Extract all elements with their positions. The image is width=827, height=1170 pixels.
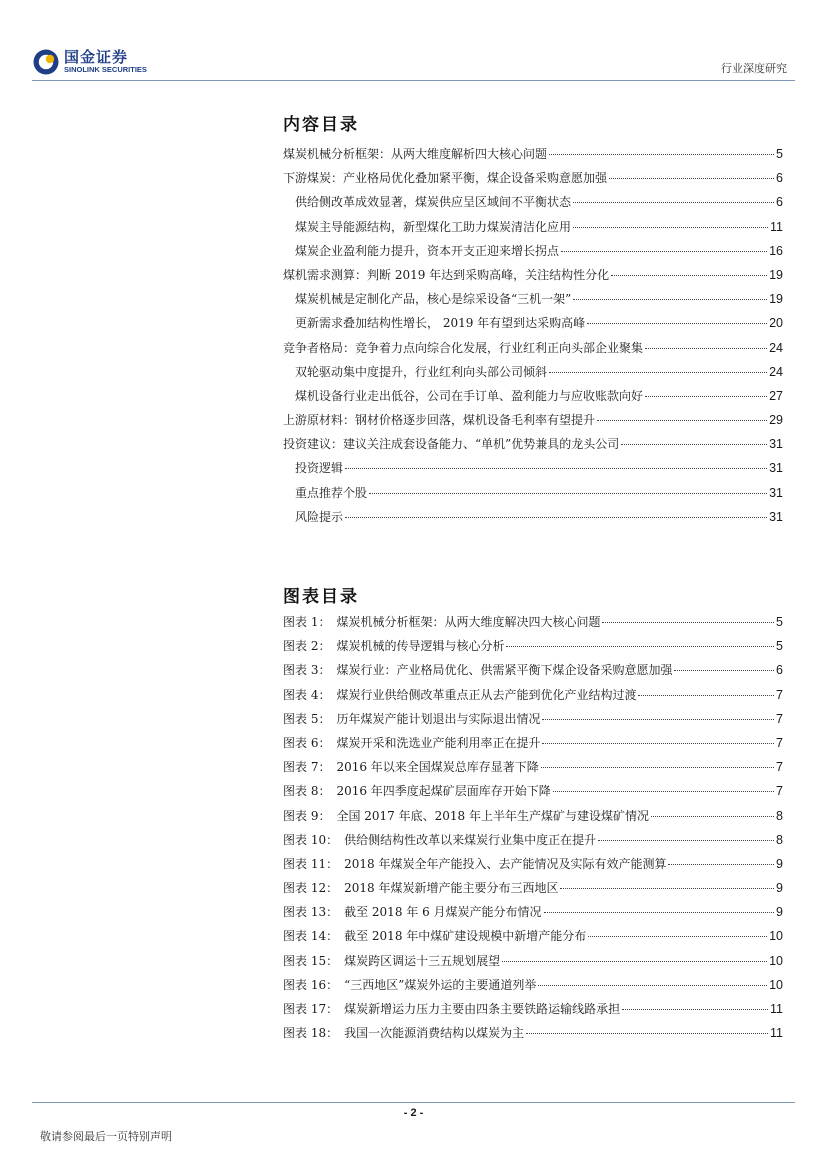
figure-entry-number: 图表 8： xyxy=(283,784,331,799)
toc-entry[interactable] xyxy=(283,287,783,311)
figure-entry-label xyxy=(283,949,500,973)
toc-entry[interactable] xyxy=(283,408,783,432)
figure-entry-label xyxy=(283,876,558,900)
figure-entry[interactable] xyxy=(283,924,783,948)
page-ref: 24 xyxy=(769,340,783,355)
page-ref: 8 xyxy=(776,808,783,823)
figure-entry[interactable] xyxy=(283,973,783,997)
toc-entry-label xyxy=(295,239,559,263)
figure-entry-title: 煤炭新增运力压力主要由四条主要铁路运输线路承担 xyxy=(344,1002,621,1016)
dot-leader xyxy=(645,348,767,349)
figure-entry-title: 煤炭机械的传导逻辑与核心分析 xyxy=(336,639,505,654)
toc-entry[interactable] xyxy=(283,239,783,263)
figure-entry-title: 2018 年煤炭新增产能主要分布三西地区 xyxy=(344,881,559,896)
toc-entry[interactable] xyxy=(283,166,783,190)
page-ref: 7 xyxy=(776,735,783,750)
toc-entry-label xyxy=(283,263,609,287)
dot-leader xyxy=(560,888,774,889)
figure-entry-number: 图表 10： xyxy=(283,832,339,847)
toc-entry-label xyxy=(295,505,343,529)
figure-entry-label xyxy=(283,707,540,731)
toc-entry[interactable] xyxy=(283,456,783,480)
dot-leader xyxy=(651,816,774,817)
page-ref: 9 xyxy=(776,881,783,896)
figure-entry[interactable] xyxy=(283,731,783,755)
figure-entry[interactable] xyxy=(283,997,783,1021)
page-ref: 5 xyxy=(776,615,783,629)
figure-entry-title: 2016 年四季度起煤矿层面库存开始下降 xyxy=(336,784,551,799)
dot-leader xyxy=(502,961,767,962)
page-ref: 6 xyxy=(776,171,783,186)
figure-entry-label xyxy=(283,804,649,828)
figure-entry-number: 图表 7： xyxy=(283,760,331,775)
page-ref: 24 xyxy=(769,364,783,379)
page-ref: 10 xyxy=(769,977,783,992)
figure-entry-number: 图表 16： xyxy=(283,977,339,992)
figure-entry-label xyxy=(283,852,666,876)
dot-leader xyxy=(587,323,767,324)
figure-entry-title: 2016 年以来全国煤炭总库存显著下降 xyxy=(336,760,539,775)
page-ref: 7 xyxy=(776,784,783,799)
dot-leader xyxy=(345,468,767,469)
toc-entry-label xyxy=(295,481,367,505)
figure-entry-label xyxy=(283,924,586,948)
figure-entry-number: 图表 5： xyxy=(283,711,331,726)
dot-leader xyxy=(538,985,767,986)
dot-leader xyxy=(369,493,767,494)
dot-leader xyxy=(541,767,774,768)
dot-leader xyxy=(645,396,767,397)
page-ref: 5 xyxy=(776,639,783,654)
toc-entry-title: 煤炭机械是定制化产品，核心是综采设备“三机一架” xyxy=(295,292,572,307)
toc-entry[interactable] xyxy=(283,311,783,335)
page-ref: 27 xyxy=(769,388,783,403)
page-ref: 29 xyxy=(769,413,783,428)
page-ref: 11 xyxy=(770,1026,783,1041)
toc-entry-label xyxy=(283,408,595,432)
figure-entry-number: 图表 17： xyxy=(283,1002,339,1016)
toc-entry-title: 上游原材料：钢材价格逐步回落，煤机设备毛利率有望提升 xyxy=(283,413,596,428)
page-ref: 5 xyxy=(776,147,783,161)
page-ref: 31 xyxy=(769,509,783,524)
page-ref: 31 xyxy=(769,461,783,476)
dot-leader xyxy=(609,178,774,179)
figure-entry-label xyxy=(283,731,540,755)
toc-entry-title: 煤炭企业盈利能力提升，资本开支正迎来增长拐点 xyxy=(295,243,560,258)
figure-entry[interactable] xyxy=(283,876,783,900)
dot-leader xyxy=(588,936,767,937)
page-ref: 19 xyxy=(769,267,783,282)
page-ref: 6 xyxy=(776,663,783,678)
page-ref: 10 xyxy=(769,929,783,944)
dot-leader xyxy=(674,670,774,671)
figure-entry[interactable] xyxy=(283,610,783,634)
figure-entry[interactable] xyxy=(283,804,783,828)
toc-entry-title: 更新需求叠加结构性增长， 2019 年有望到达采购高峰 xyxy=(295,316,586,331)
figure-entry[interactable] xyxy=(283,683,783,707)
header-divider xyxy=(32,80,795,81)
figure-entry-label xyxy=(283,900,542,924)
figure-entry[interactable] xyxy=(283,634,783,658)
figure-entry-title: 全国 2017 年底、2018 年上半年生产煤矿与建设煤矿情况 xyxy=(336,808,649,823)
report-type: 行业深度研究 xyxy=(721,62,787,75)
toc-entry-label xyxy=(283,432,619,456)
sinolink-logo-icon xyxy=(32,48,60,76)
figure-entry[interactable] xyxy=(283,949,783,973)
toc-entry-label xyxy=(295,311,585,335)
figures-title: 图表目录 xyxy=(283,587,359,607)
page-ref: 10 xyxy=(769,953,783,968)
page-ref: 6 xyxy=(776,195,783,210)
page-ref: 8 xyxy=(776,832,783,847)
figure-entry[interactable] xyxy=(283,658,783,682)
figure-entry[interactable] xyxy=(283,852,783,876)
figure-entry-title: 截至 2018 年中煤矿建设规模中新增产能分布 xyxy=(344,929,587,944)
toc-entry[interactable] xyxy=(283,432,783,456)
figure-entry-number: 图表 3： xyxy=(283,663,331,678)
figures-list xyxy=(283,610,783,1045)
dot-leader xyxy=(573,202,774,203)
figure-entry-title: 煤炭开采和洗选业产能利用率正在提升 xyxy=(336,735,541,750)
dot-leader xyxy=(549,372,767,373)
figure-entry-title: 我国一次能源消费结构以煤炭为主 xyxy=(344,1026,525,1041)
dot-leader xyxy=(506,646,774,647)
figure-entry[interactable] xyxy=(283,755,783,779)
toc-entry-label xyxy=(295,456,343,480)
toc-entry-title: 煤机设备行业走出低谷，公司在手订单、盈利能力与应收账款向好 xyxy=(295,388,644,403)
figure-entry-number: 图表 9： xyxy=(283,808,331,823)
page-ref: 9 xyxy=(776,905,783,920)
toc-entry-label xyxy=(295,360,547,384)
figure-entry-number: 图表 13： xyxy=(283,905,339,920)
footer-divider xyxy=(32,1102,795,1103)
logo-chinese-name: 国金证券 xyxy=(64,48,129,66)
page-ref: 11 xyxy=(770,219,783,234)
figure-entry-number: 图表 11： xyxy=(283,856,339,871)
contents-title: 内容目录 xyxy=(283,115,359,135)
dot-leader xyxy=(542,719,774,720)
figure-entry-number: 图表 4： xyxy=(283,687,331,702)
toc-entry-title: 煤炭主导能源结构，新型煤化工助力煤炭清洁化应用 xyxy=(295,219,572,234)
page-ref: 31 xyxy=(769,437,783,452)
toc-entry-title: 下游煤炭：产业格局优化叠加紧平衡，煤企设备采购意愿加强 xyxy=(283,171,608,186)
toc-entry-title: 煤机需求测算：判断 2019 年达到采购高峰，关注结构性分化 xyxy=(283,267,610,282)
toc-entry[interactable] xyxy=(283,481,783,505)
figure-entry-title: 历年煤炭产能计划退出与实际退出情况 xyxy=(336,711,541,726)
figure-entry-label xyxy=(283,658,672,682)
figure-entry-number: 图表 6： xyxy=(283,735,331,750)
dot-leader xyxy=(621,444,767,445)
figure-entry-number: 图表 12： xyxy=(283,881,339,896)
figure-entry[interactable] xyxy=(283,779,783,803)
figure-entry-label xyxy=(283,779,551,803)
toc-entry-label xyxy=(283,142,547,166)
toc-entry[interactable] xyxy=(283,263,783,287)
toc-entry-title: 双轮驱动集中度提升，行业红利向头部公司倾斜 xyxy=(295,364,548,379)
page-ref: 11 xyxy=(770,1002,783,1016)
toc-entry-label xyxy=(295,190,571,214)
toc-entry-title: 风险提示 xyxy=(295,509,344,524)
figure-entry[interactable] xyxy=(283,707,783,731)
toc-entry[interactable] xyxy=(283,505,783,529)
toc-entry-title: 竞争者格局：竞争着力点向综合化发展，行业红利正向头部企业聚集 xyxy=(283,340,644,355)
page-ref: 16 xyxy=(769,243,783,258)
dot-leader xyxy=(638,695,774,696)
toc-entry[interactable] xyxy=(283,142,783,166)
toc-entry-title: 投资逻辑 xyxy=(295,461,344,476)
disclaimer-note: 敬请参阅最后一页特别声明 xyxy=(40,1130,172,1143)
toc-entry-title: 重点推荐个股 xyxy=(295,485,368,500)
page-ref: 20 xyxy=(769,316,783,331)
toc-entry-title: 投资建议：建议关注成套设备能力、“单机”优势兼具的龙头公司 xyxy=(283,437,620,452)
page-ref: 7 xyxy=(776,687,783,702)
toc-entry-label xyxy=(295,215,571,239)
dot-leader xyxy=(553,791,774,792)
page-ref: 31 xyxy=(769,485,783,500)
dot-leader xyxy=(573,299,767,300)
figure-entry-title: 供给侧结构性改革以来煤炭行业集中度正在提升 xyxy=(344,832,597,847)
figure-entry-title: 2018 年煤炭全年产能投入、去产能情况及实际有效产能测算 xyxy=(344,856,667,871)
figure-entry-title: 煤炭行业供给侧改革重点正从去产能到优化产业结构过渡 xyxy=(336,687,637,702)
contents-list xyxy=(283,142,783,529)
figure-entry-label xyxy=(283,610,600,634)
logo-english-name: SINOLINK SECURITIES xyxy=(64,65,147,74)
figure-entry-number: 图表 2： xyxy=(283,639,331,654)
toc-entry[interactable] xyxy=(283,336,783,360)
page-number: - 2 - xyxy=(403,1107,424,1119)
figure-entry-title: 截至 2018 年 6 月煤炭产能分布情况 xyxy=(344,905,542,920)
toc-entry-label xyxy=(283,336,643,360)
dot-leader xyxy=(573,227,768,228)
figure-entry-label xyxy=(283,1021,524,1045)
figure-entry-title: “三西地区”煤炭外运的主要通道列举 xyxy=(344,977,537,992)
figure-entry-label xyxy=(283,828,596,852)
figure-entry-label xyxy=(283,973,536,997)
page-ref: 9 xyxy=(776,856,783,871)
page-ref: 7 xyxy=(776,711,783,726)
sinolink-logo xyxy=(32,46,162,78)
figure-entry[interactable] xyxy=(283,900,783,924)
dot-leader xyxy=(549,154,774,155)
toc-entry-title: 煤炭机械分析框架：从两大维度解析四大核心问题 xyxy=(283,147,548,161)
dot-leader xyxy=(611,275,767,276)
dot-leader xyxy=(597,420,767,421)
figure-entry-label xyxy=(283,755,539,779)
dot-leader xyxy=(542,743,774,744)
toc-entry-label xyxy=(295,384,643,408)
toc-entry[interactable] xyxy=(283,360,783,384)
figure-entry-number: 图表 18： xyxy=(283,1026,339,1041)
dot-leader xyxy=(544,912,775,913)
dot-leader xyxy=(622,1009,768,1010)
dot-leader xyxy=(345,517,767,518)
toc-entry-title: 供给侧改革成效显著，煤炭供应呈区域间不平衡状态 xyxy=(295,195,572,210)
toc-entry[interactable] xyxy=(283,215,783,239)
dot-leader xyxy=(602,622,774,623)
page-ref: 7 xyxy=(776,760,783,775)
figure-entry-label xyxy=(283,997,620,1021)
toc-entry[interactable] xyxy=(283,384,783,408)
figure-entry-label xyxy=(283,634,504,658)
figure-entry-title: 煤炭跨区调运十三五规划展望 xyxy=(344,953,501,968)
figure-entry-number: 图表 1： xyxy=(283,615,331,629)
figure-entry-title: 煤炭机械分析框架：从两大维度解决四大核心问题 xyxy=(336,615,601,629)
toc-entry-label xyxy=(295,287,571,311)
toc-entry-label xyxy=(283,166,607,190)
toc-entry[interactable] xyxy=(283,190,783,214)
figure-entry-label xyxy=(283,683,636,707)
page-ref: 19 xyxy=(769,292,783,307)
dot-leader xyxy=(668,864,774,865)
figure-entry[interactable] xyxy=(283,828,783,852)
figure-entry-number: 图表 15： xyxy=(283,953,339,968)
dot-leader xyxy=(561,251,767,252)
figure-entry-title: 煤炭行业：产业格局优化、供需紧平衡下煤企设备采购意愿加强 xyxy=(336,663,673,678)
dot-leader xyxy=(526,1033,768,1034)
figure-entry[interactable] xyxy=(283,1021,783,1045)
figure-entry-number: 图表 14： xyxy=(283,929,339,944)
dot-leader xyxy=(598,840,774,841)
